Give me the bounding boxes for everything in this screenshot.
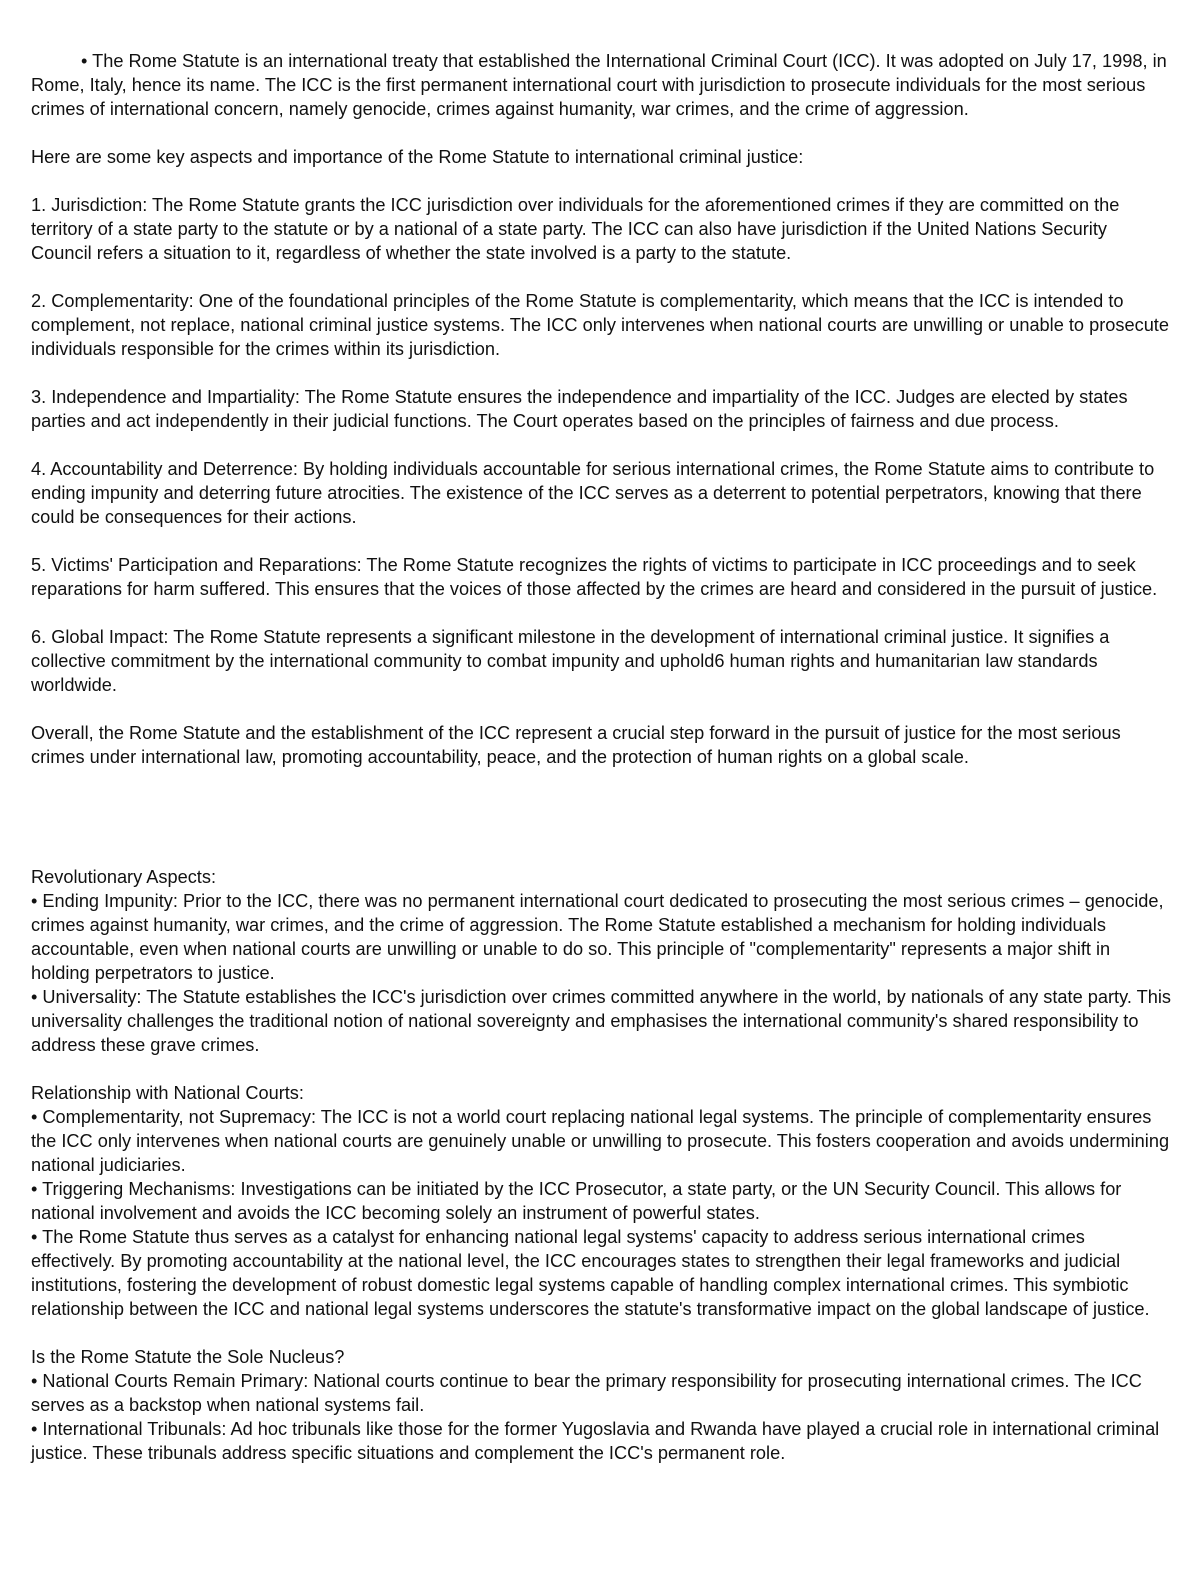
section-revolutionary-aspects <box>31 865 1171 1057</box>
point-accountability: 4. Accountability and Deterrence: By holding individuals accountable for serious international crimes, the Rome Statute aims to contribute to ending impunity and deterring future atrocities. The existence of the ICC serves as a deterrent to potential perpetrators, knowing that there could be consequences for their actions. <box>31 459 1155 527</box>
point-complementarity: 2. Complementarity: One of the foundational principles of the Rome Statute is complementarity, which means that the ICC is intended to complement, not replace, national criminal justice systems. The ICC only intervenes when national courts are unwilling or unable to prosecute individuals responsible for the crimes within its jurisdiction. <box>31 291 1169 359</box>
revolutionary-item: • Ending Impunity: Prior to the ICC, there was no permanent international court dedicated to prosecuting the most serious crimes – genocide, crimes against humanity, war crimes, and the crime of aggression. The Rome Statute established a mechanism for holding individuals accountable, even when national courts are unwilling or unable to do so. This principle of "complementarity" represents a major shift in holding perpetrators to justice. <box>31 891 1164 983</box>
sole-nucleus-item: • National Courts Remain Primary: National courts continue to bear the primary responsibility for prosecuting international crimes. The ICC serves as a backstop when national systems fail. <box>31 1371 1142 1415</box>
key-aspects-intro: Here are some key aspects and importance of the Rome Statute to international criminal justice: <box>31 147 804 167</box>
revolutionary-heading: Revolutionary Aspects: <box>31 867 217 887</box>
point-global-impact: 6. Global Impact: The Rome Statute represents a significant milestone in the development of international criminal justice. It signifies a collective commitment by the international community to combat impunity and uphold6 human rights and humanitarian law standards worldwide. <box>31 627 1110 695</box>
intro-paragraph: • The Rome Statute is an international treaty that established the International Criminal Court (ICC). It was adopted on July 17, 1998, in Rome, Italy, hence its name. The ICC is the first permanent international court with jurisdiction to prosecute individuals for the most serious crimes of international concern, namely genocide, crimes against humanity, war crimes, and the crime of aggression. <box>31 51 1167 119</box>
section-national-courts <box>31 1081 1171 1321</box>
overall-paragraph: Overall, the Rome Statute and the establishment of the ICC represent a crucial step forward in the pursuit of justice for the most serious crimes under international law, promoting accountability, peace, and the protection of human rights on a global scale. <box>31 723 1121 767</box>
point-independence: 3. Independence and Impartiality: The Rome Statute ensures the independence and impartiality of the ICC. Judges are elected by states parties and act independently in their judicial functions. The Court operates based on the principles of fairness and due process. <box>31 387 1128 431</box>
section-spacer <box>31 793 1171 865</box>
national-courts-item: • Triggering Mechanisms: Investigations can be initiated by the ICC Prosecutor, a state party, or the UN Security Council. This allows for national involvement and avoids the ICC becoming solely an instrument of powerful states. <box>31 1179 1122 1223</box>
sole-nucleus-heading: Is the Rome Statute the Sole Nucleus? <box>31 1347 345 1367</box>
section-sole-nucleus <box>31 1345 1171 1465</box>
national-courts-item: • The Rome Statute thus serves as a catalyst for enhancing national legal systems' capacity to address serious international crimes effectively. By promoting accountability at the national level, the ICC encourages states to strengthen their legal frameworks and judicial institutions, fostering the development of robust domestic legal systems capable of handling complex international crimes. This symbiotic relationship between the ICC and national legal systems underscores the statute's transformative impact on the global landscape of justice. <box>31 1227 1150 1319</box>
sole-nucleus-item: • International Tribunals: Ad hoc tribunals like those for the former Yugoslavia and Rwanda have played a crucial role in international criminal justice. These tribunals address specific situations and complement the ICC's permanent role. <box>31 1419 1160 1463</box>
national-courts-heading: Relationship with National Courts: <box>31 1083 304 1103</box>
point-jurisdiction: 1. Jurisdiction: The Rome Statute grants the ICC jurisdiction over individuals for the aforementioned crimes if they are committed on the territory of a state party to the statute or by a national of a state party. The ICC can also have jurisdiction if the United Nations Security Council refers a situation to it, regardless of whether the state involved is a party to the statute. <box>31 195 1120 263</box>
document-body <box>31 49 1171 1465</box>
point-victims-participation: 5. Victims' Participation and Reparations: The Rome Statute recognizes the rights of victims to participate in ICC proceedings and to seek reparations for harm suffered. This ensures that the voices of those affected by the crimes are heard and considered in the pursuit of justice. <box>31 555 1158 599</box>
national-courts-item: • Complementarity, not Supremacy: The ICC is not a world court replacing national legal systems. The principle of complementarity ensures the ICC only intervenes when national courts are genuinely unable or unwilling to prosecute. This fosters cooperation and avoids undermining national judiciaries. <box>31 1107 1170 1175</box>
revolutionary-item: • Universality: The Statute establishes the ICC's jurisdiction over crimes committed anywhere in the world, by nationals of any state party. This universality challenges the traditional notion of national sovereignty and emphasises the international community's shared responsibility to address these grave crimes. <box>31 987 1171 1055</box>
